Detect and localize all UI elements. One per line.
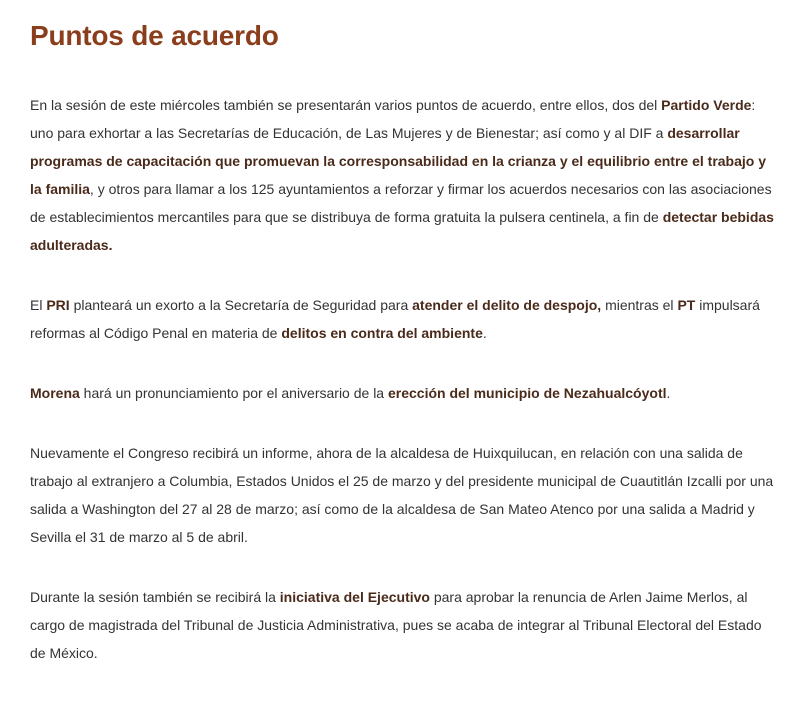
text-run: hará un pronunciamiento por el aniversario de la	[79, 385, 388, 401]
text-run: , y otros para llamar a los 125 ayuntamientos a reforzar y firmar los acuerdos necesarios con las asociaciones de establecimientos mercantiles para que se distribuya de forma gratuita la pulsera centinela, a fin de	[30, 181, 772, 225]
bold-text-run: desarrollar programas de capacitación que promuevan la corresponsabilidad en la crianza y el equilibrio entre el trabajo y la familia	[30, 125, 767, 197]
bold-text-run: Morena	[30, 385, 80, 401]
text-run: El	[30, 297, 47, 313]
paragraph-partido-verde	[30, 91, 775, 259]
text-run: : uno para exhortar a las Secretarías de Educación, de Las Mujeres y de Bienestar; así como y al DIF a	[30, 97, 756, 141]
text-run: Nuevamente el Congreso recibirá un informe, ahora de la alcaldesa de Huixquilucan, en relación con una salida de trabajo al extranjero a Columbia, Estados Unidos el 25 de marzo y del presidente municipal de Cuautitlán Izcalli por una salida a Washington del 27 al 28 de marzo; así como de la alcaldesa de San Mateo Atenco por una salida a Madrid y Sevilla el 31 de marzo al 5 de abril.	[30, 445, 774, 545]
bold-text-run: PT	[677, 297, 696, 313]
paragraph-morena	[30, 379, 775, 407]
article-body	[30, 0, 775, 667]
bold-text-run: iniciativa del Ejecutivo	[279, 589, 430, 605]
bold-text-run: detectar bebidas adulteradas.	[30, 209, 774, 253]
text-run: En la sesión de este miércoles también se presentarán varios puntos de acuerdo, entre ellos, dos del	[30, 97, 662, 113]
text-run: Durante la sesión también se recibirá la	[30, 589, 280, 605]
bold-text-run: Partido Verde	[661, 97, 752, 113]
section-heading: Puntos de acuerdo	[30, 20, 279, 51]
paragraph-iniciativa-ejecutivo	[30, 583, 775, 667]
paragraph-informe-congreso	[30, 439, 775, 551]
bold-text-run: delitos en contra del ambiente	[281, 325, 483, 341]
bold-text-run: atender el delito de despojo,	[412, 297, 602, 313]
text-run: para aprobar la renuncia de Arlen Jaime Merlos, al cargo de magistrada del Tribunal de Justicia Administrativa, pues se acaba de integrar al Tribunal Electoral del Estado de México.	[30, 589, 762, 661]
text-run: mientras el	[601, 297, 678, 313]
text-run: .	[666, 385, 671, 401]
text-run: .	[482, 325, 487, 341]
paragraph-pri-pt	[30, 291, 775, 347]
text-run: impulsará reformas al Código Penal en materia de	[30, 297, 760, 341]
bold-text-run: PRI	[46, 297, 70, 313]
text-run: planteará un exorto a la Secretaría de Seguridad para	[69, 297, 413, 313]
bold-text-run: erección del municipio de Nezahualcóyotl	[387, 385, 667, 401]
